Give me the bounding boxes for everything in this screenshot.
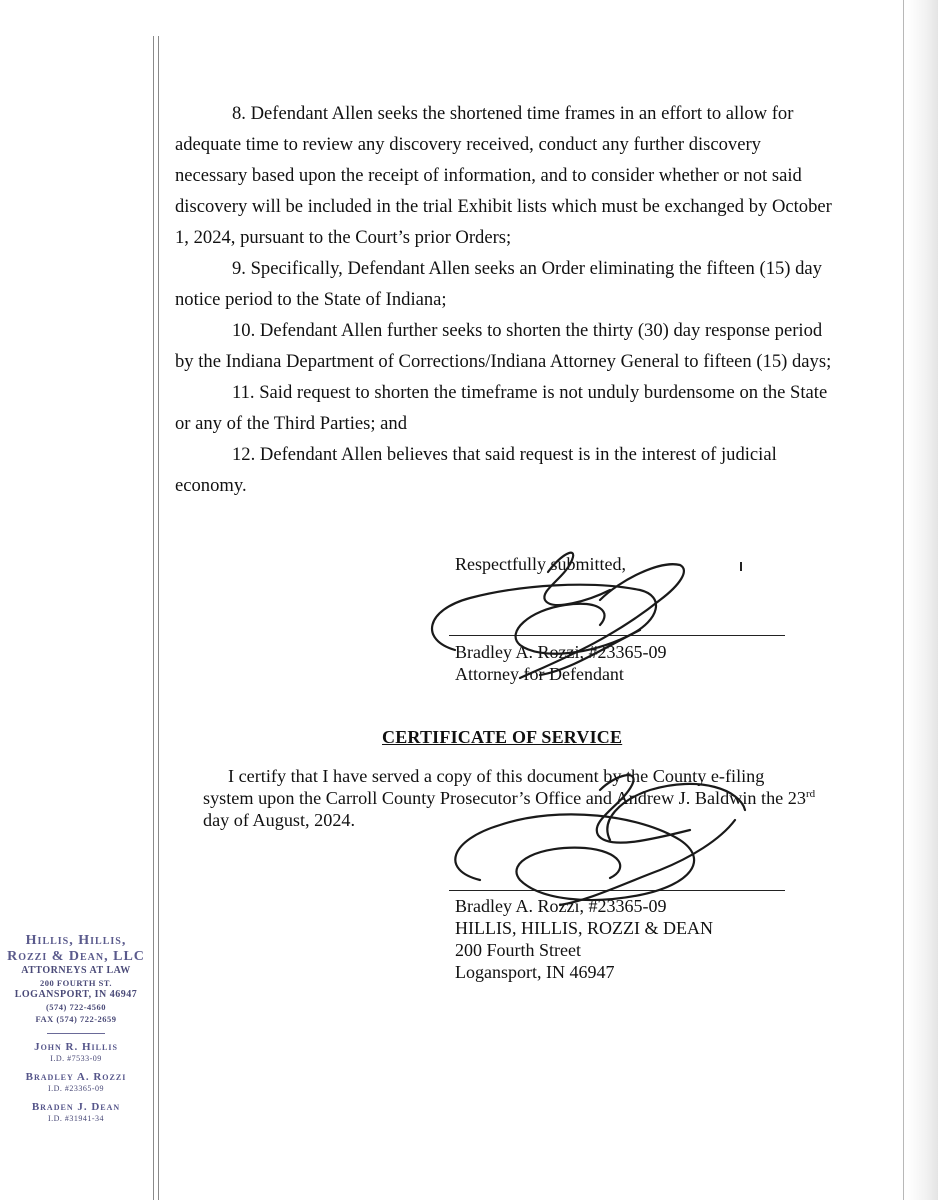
letterhead-phone: (574) 722-4560 [45, 1002, 107, 1012]
certificate-text [203, 765, 848, 831]
stray-mark [740, 562, 742, 571]
letterhead-city: LOGANSPORT, IN 46947 [14, 989, 138, 1000]
page-edge-shadow [908, 0, 938, 1200]
member-name: Braden J. Dean [31, 1101, 121, 1113]
paragraph-10: 10. Defendant Allen further seeks to shorten the thirty (30) day response period by the Indiana Department of Corrections/Indiana Attorney General to fifteen (15) days; [175, 320, 832, 372]
paragraph-12: 12. Defendant Allen believes that said request is in the interest of judicial economy. [175, 444, 777, 496]
certificate-line-2: system upon the Carroll County Prosecutor’s Office and Andrew J. Baldwin the 23rd [203, 787, 816, 808]
member-id: I.D. #31941-34 [47, 1114, 105, 1123]
left-margin-rule-inner [158, 36, 159, 1200]
paragraph-11: 11. Said request to shorten the timeframe is not unduly burdensome on the State or any of the Third Parties; and [175, 382, 828, 434]
signature-line [449, 635, 785, 636]
member-id: I.D. #7533-09 [50, 1054, 102, 1063]
member-id: I.D. #23365-09 [47, 1084, 105, 1093]
letterhead-street: 200 FOURTH ST. [40, 978, 112, 988]
letterhead-divider [47, 1033, 105, 1034]
member-name: Bradley A. Rozzi [25, 1071, 127, 1083]
member-name: John R. Hillis [34, 1041, 118, 1053]
paragraph-9: 9. Specifically, Defendant Allen seeks an Order eliminating the fifteen (15) day notice period to the State of Indiana; [175, 258, 822, 310]
certificate-line-3: day of August, 2024. [203, 810, 356, 830]
firm-name: HILLIS, HILLIS, ROZZI & DEAN [455, 918, 713, 938]
certificate-line-1: I certify that I have served a copy of this document by the County e-filing [228, 766, 765, 786]
right-margin-rule [903, 0, 904, 1200]
respectfully-submitted: Respectfully submitted, [455, 554, 626, 574]
letterhead-fax: FAX (574) 722-2659 [35, 1014, 117, 1024]
letterhead-attorneys: ATTORNEYS AT LAW [21, 965, 131, 976]
firm-street: 200 Fourth Street [455, 940, 581, 960]
attorney-signature-block [455, 641, 666, 685]
service-attorney-name: Bradley A. Rozzi, #23365-09 [455, 896, 667, 916]
paragraph-8: 8. Defendant Allen seeks the shortened time frames in an effort to allow for adequate time to review any discovery received, conduct any further discovery necessary based upon the receipt of information, and to consider whether or not said discovery will be included in the trial Exhibit lists which must be exchanged by October 1, 2024, pursuant to the Court’s prior Orders; [175, 103, 832, 248]
left-margin-rule [153, 36, 154, 1200]
attorney-name: Bradley A. Rozzi, #23365-09 [455, 642, 667, 662]
motion-body [175, 98, 835, 501]
firm-address-block [455, 917, 713, 983]
certificate-heading: CERTIFICATE OF SERVICE [382, 727, 623, 747]
firm-city: Logansport, IN 46947 [455, 962, 615, 982]
letterhead-firm-line-2: Rozzi & Dean, LLC [7, 949, 145, 964]
signature-line-service [449, 890, 785, 891]
firm-letterhead [0, 933, 152, 1130]
attorney-role: Attorney for Defendant [455, 664, 624, 684]
letterhead-firm-line-1: Hillis, Hillis, [25, 933, 127, 948]
